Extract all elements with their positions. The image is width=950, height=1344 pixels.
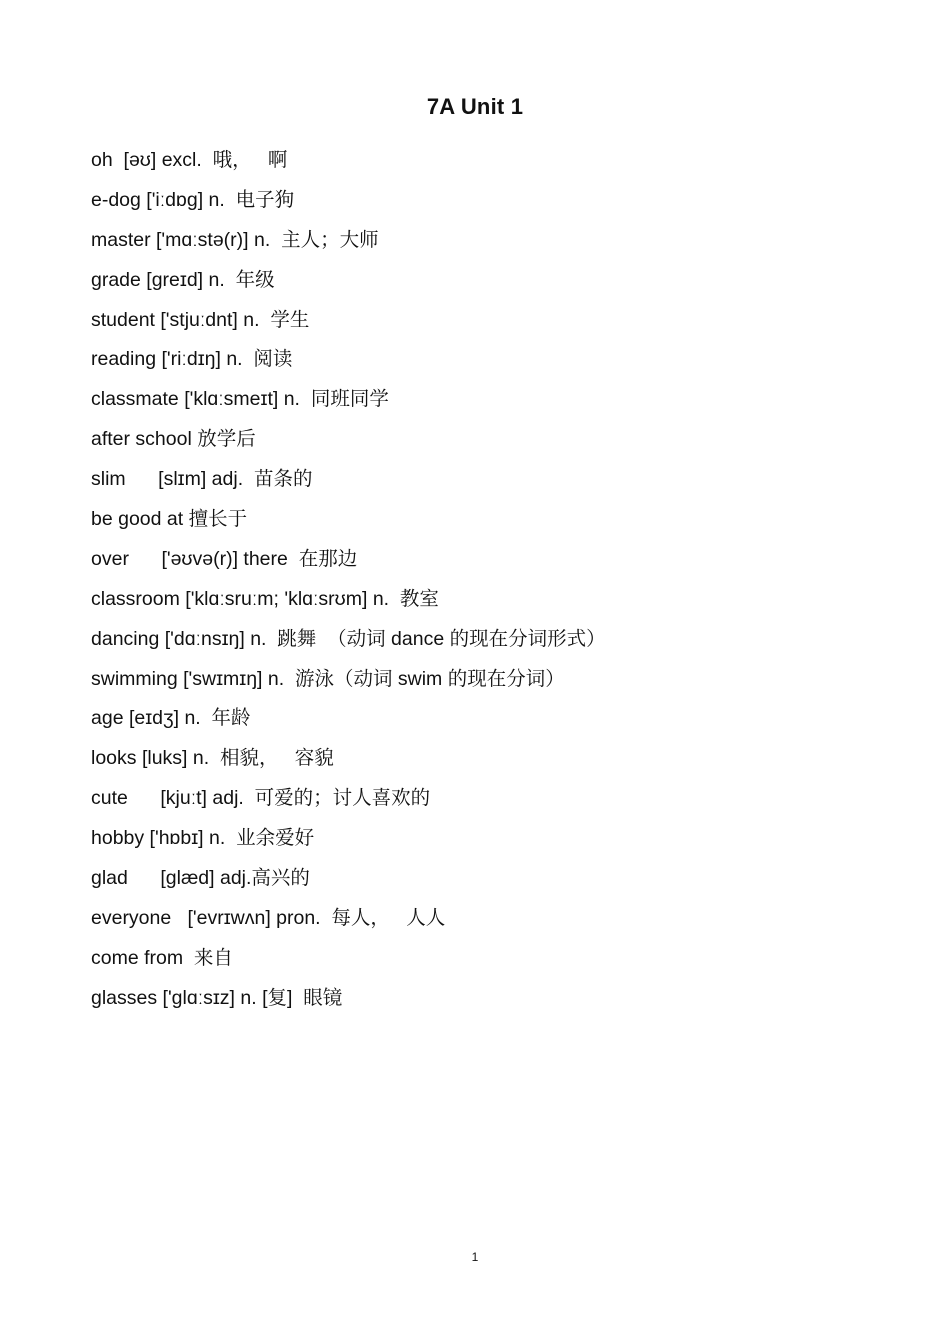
page-title: 7A Unit 1 <box>426 94 524 119</box>
vocabulary-entry: classroom ['klɑːsruːm; 'klɑːsrʊm] n. 教室 <box>91 587 439 610</box>
vocabulary-entry: swimming ['swɪmɪŋ] n. 游泳（动词 swim 的现在分词） <box>91 667 565 690</box>
vocabulary-entry: grade [greɪd] n. 年级 <box>91 268 275 291</box>
vocabulary-entry: over ['əʊvə(r)] there 在那边 <box>91 547 358 570</box>
vocabulary-entry: oh [əʊ] excl. 哦， 啊 <box>91 149 288 171</box>
vocabulary-list <box>91 141 911 1019</box>
vocabulary-entry: everyone ['evrɪwʌn] pron. 每人， 人人 <box>91 906 446 929</box>
vocabulary-entry: looks [luks] n. 相貌， 容貌 <box>91 747 334 770</box>
vocabulary-entry: student ['stjuːdnt] n. 学生 <box>91 308 310 331</box>
vocabulary-entry: e-dog ['iːdɒg] n. 电子狗 <box>91 188 295 211</box>
vocabulary-entry: reading ['riːdɪŋ] n. 阅读 <box>91 348 293 371</box>
vocabulary-entry: age [eɪdʒ] n. 年龄 <box>91 707 251 730</box>
vocabulary-entry: master ['mɑːstə(r)] n. 主人；大师 <box>91 228 379 251</box>
vocabulary-entry: cute [kjuːt] adj. 可爱的；讨人喜欢的 <box>91 787 431 810</box>
vocabulary-entry: classmate ['klɑːsmeɪt] n. 同班同学 <box>91 388 389 411</box>
vocabulary-entry: glad [glæd] adj.高兴的 <box>91 867 310 890</box>
vocabulary-entry: after school 放学后 <box>91 428 256 451</box>
vocabulary-entry: hobby ['hɒbɪ] n. 业余爱好 <box>91 827 315 850</box>
page-number: 1 <box>471 1250 479 1264</box>
vocabulary-entry: slim [slɪm] adj. 苗条的 <box>91 468 313 491</box>
vocabulary-entry: come from 来自 <box>91 946 233 969</box>
vocabulary-entry: glasses ['glɑːsɪz] n. [复] 眼镜 <box>91 986 343 1009</box>
vocabulary-entry: be good at 擅长于 <box>91 508 248 531</box>
vocabulary-entry: dancing ['dɑːnsɪŋ] n. 跳舞 （动词 dance 的现在分词形式） <box>91 627 606 650</box>
